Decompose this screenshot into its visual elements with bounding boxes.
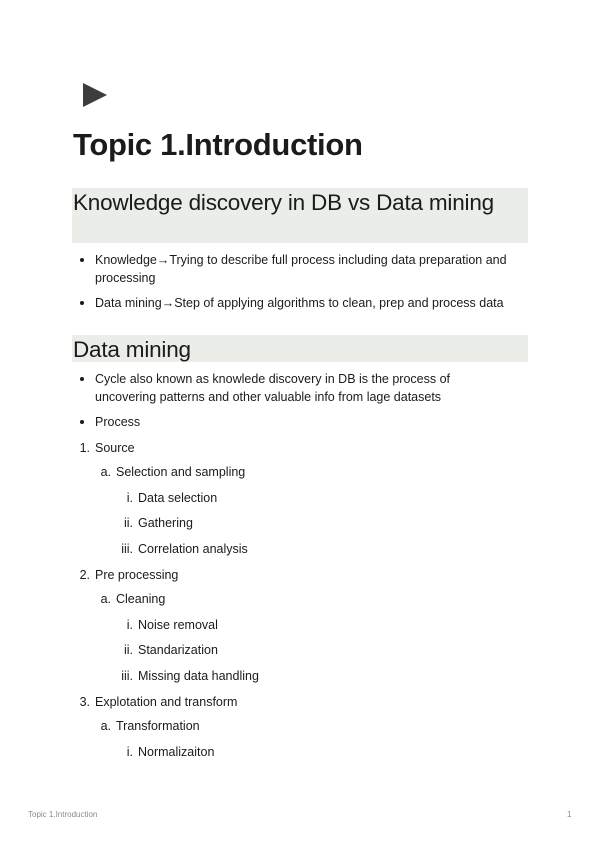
list-roman: iii. bbox=[121, 542, 133, 556]
list-item: Source bbox=[95, 441, 135, 455]
list-roman: i. bbox=[126, 491, 133, 505]
list-item: Selection and sampling bbox=[116, 465, 246, 479]
list-number: 3. bbox=[79, 695, 90, 709]
list-item: Cleaning bbox=[116, 592, 166, 606]
play-triangle-icon bbox=[82, 82, 108, 108]
list-item: Cycle also known as knowlede discovery in DB is the process of uncovering patterns and other valuable info from lage datasets bbox=[95, 372, 451, 404]
bullet-dot bbox=[80, 258, 84, 262]
list-item: Explotation and transform bbox=[95, 695, 238, 709]
page-title: Topic 1.Introduction bbox=[73, 127, 363, 162]
list-item: Transformation bbox=[116, 719, 200, 733]
list-roman: i. bbox=[126, 745, 133, 759]
list-number: 2. bbox=[79, 568, 90, 582]
bullet-dot bbox=[80, 420, 84, 424]
list-item: Data mining→Step of applying algorithms to clean, prep and process data bbox=[95, 296, 504, 310]
list-item: Noise removal bbox=[138, 618, 218, 632]
page-number: 1 bbox=[567, 810, 572, 819]
list-roman: ii. bbox=[123, 516, 133, 530]
list-letter: a. bbox=[100, 465, 111, 479]
list-item: Missing data handling bbox=[138, 669, 259, 683]
section-heading-data-mining: Data mining bbox=[72, 335, 528, 362]
list-letter: a. bbox=[100, 592, 111, 606]
list-item: Process bbox=[95, 415, 141, 429]
section-heading-kdd-vs-dm: Knowledge discovery in DB vs Data mining bbox=[72, 188, 528, 243]
list-roman: iii. bbox=[121, 669, 133, 683]
list-item: Normalizaiton bbox=[138, 745, 215, 759]
list-item: Gathering bbox=[138, 516, 193, 530]
bullet-dot bbox=[80, 377, 84, 381]
list-letter: a. bbox=[100, 719, 111, 733]
list-item: Pre processing bbox=[95, 568, 179, 582]
list-item: Correlation analysis bbox=[138, 542, 248, 556]
list-item: Data selection bbox=[138, 491, 218, 505]
list-item: Standarization bbox=[138, 643, 218, 657]
list-roman: ii. bbox=[123, 643, 133, 657]
footer-title: Topic 1.Introduction bbox=[28, 810, 98, 819]
list-number: 1. bbox=[79, 441, 90, 455]
list-item: Knowledge→Trying to describe full process including data preparation and processing bbox=[95, 253, 507, 285]
bullet-dot bbox=[80, 301, 84, 305]
list-roman: i. bbox=[126, 618, 133, 632]
